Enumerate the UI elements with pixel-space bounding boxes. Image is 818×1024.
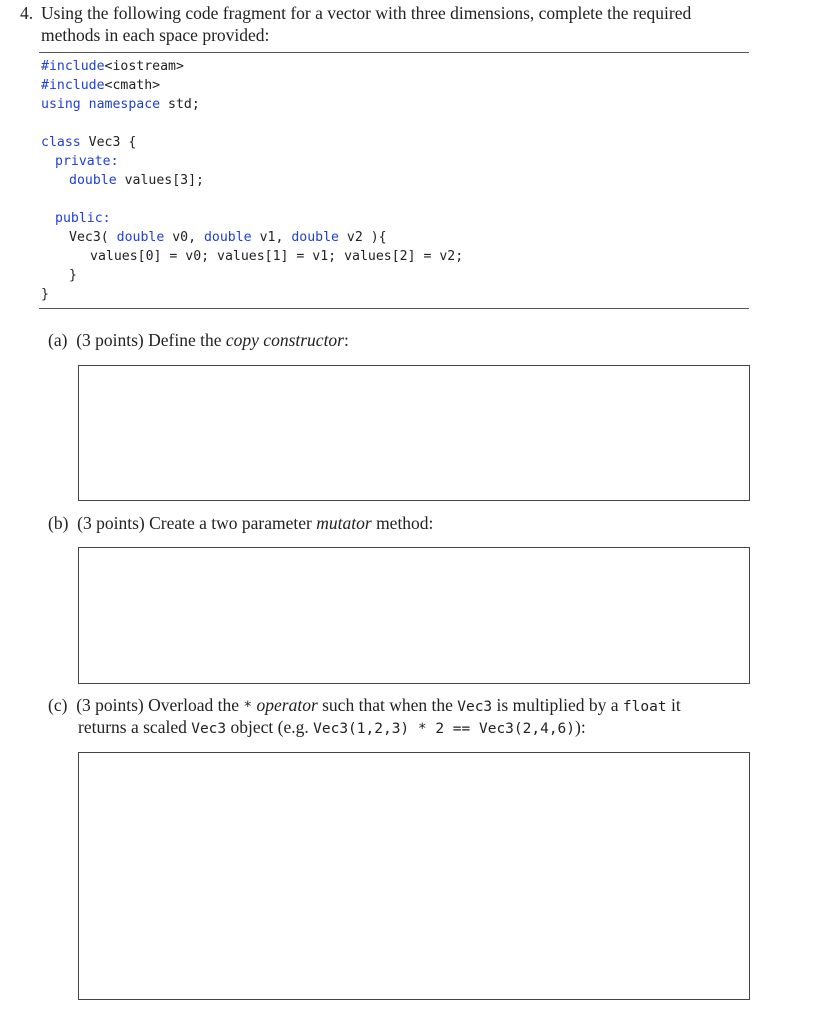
code-line-class-decl: class Vec3 { (41, 135, 137, 150)
question-number: 4. (20, 3, 34, 23)
code-line-private: private: (55, 154, 119, 169)
question-prompt-line-1: Using the following code fragment for a vector with three dimensions, complete the required (41, 3, 692, 23)
part-b-answer-box[interactable] (78, 547, 750, 684)
part-a-prompt: (a) (3 points) Define the copy constructor: (48, 330, 349, 350)
code-bottom-rule (39, 308, 749, 309)
part-b-prompt: (b) (3 points) Create a two parameter mutator method: (48, 513, 434, 533)
code-line-class-close: } (41, 287, 49, 302)
part-c-prompt-line-2: returns a scaled Vec3 object (e.g. Vec3(1,2,3) * 2 == Vec3(2,4,6)): (78, 717, 586, 737)
code-line-constructor-body: values[0] = v0; values[1] = v1; values[2] = v2; (90, 249, 464, 264)
part-c-prompt-line-1: (c) (3 points) Overload the * operator such that when the Vec3 is multiplied by a float it (48, 695, 681, 715)
code-top-rule (39, 52, 749, 53)
code-line-values-decl: double values[3]; (69, 173, 204, 188)
code-line-constructor-signature: Vec3( double v0, double v1, double v2 ){ (69, 230, 387, 245)
code-line-constructor-close: } (69, 268, 77, 283)
code-line-using-namespace: using namespace std; (41, 97, 200, 112)
part-c-answer-box[interactable] (78, 752, 750, 1000)
code-line-include-iostream: #include<iostream> (41, 59, 184, 74)
code-line-public: public: (55, 211, 111, 226)
code-line-include-cmath: #include<cmath> (41, 78, 161, 93)
question-prompt-line-2: methods in each space provided: (41, 25, 270, 45)
part-a-answer-box[interactable] (78, 365, 750, 501)
